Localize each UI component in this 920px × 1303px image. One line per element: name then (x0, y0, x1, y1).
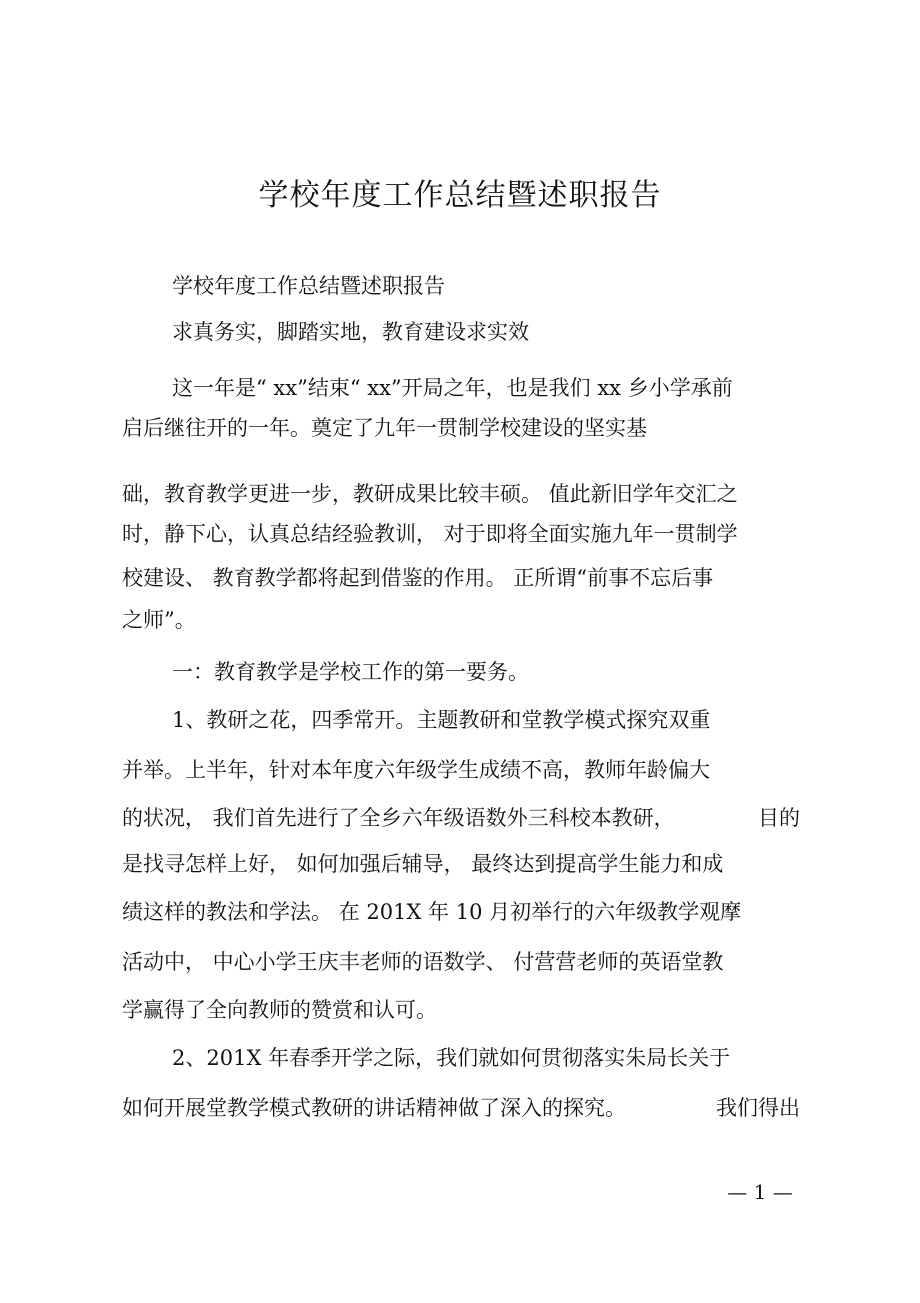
paragraph-2-line-3-end: 目的 (758, 806, 800, 830)
paragraph-1-line-1: 这一年是“ xx”结束“ xx”开局之年，也是我们 xx 乡小学承前 (172, 376, 733, 400)
section-1-heading: 一：教育教学是学校工作的第一要务。 (172, 660, 529, 684)
paragraph-1-line-5: 校建设、 教育教学都将起到借鉴的作用。 正所谓“前事不忘后事 (122, 566, 714, 590)
paragraph-2-line-3-main: 的状况， 我们首先进行了全乡六年级语数外三科校本教研， (122, 806, 675, 830)
paragraph-2-line-6: 活动中， 中心小学王庆丰老师的语数学、 付营营老师的英语堂教 (122, 950, 724, 974)
document-title: 学校年度工作总结暨述职报告 (258, 178, 662, 213)
paragraph-1-line-2: 启后继往开的一年。奠定了九年一贯制学校建设的坚实基 (122, 416, 647, 440)
document-subtitle: 学校年度工作总结暨述职报告 (172, 274, 445, 298)
paragraph-2-line-7: 学赢得了全向教师的赞赏和认可。 (122, 998, 437, 1022)
paragraph-3-line-2-main: 如何开展堂教学模式教研的讲话精神做了深入的探究。 (122, 1096, 626, 1120)
paragraph-1-line-3: 础，教育教学更进一步，教研成果比较丰硕。 值此新旧学年交汇之 (122, 482, 738, 506)
page-number: — 1 — (727, 1180, 793, 1204)
paragraph-3-line-2-end: 我们得出 (716, 1096, 800, 1120)
paragraph-2-line-1: 1、教研之花，四季常开。主题教研和堂教学模式探究双重 (172, 708, 711, 732)
paragraph-3-line-1: 2、201X 年春季开学之际，我们就如何贯彻落实朱局长关于 (172, 1046, 731, 1070)
paragraph-2-line-2: 并举。上半年，针对本年度六年级学生成绩不高，教师年龄偏大 (122, 758, 710, 782)
paragraph-1-line-4: 时，静下心，认真总结经验教训， 对于即将全面实施九年一贯制学 (122, 522, 738, 546)
paragraph-2-line-5: 绩这样的教法和学法。 在 201X 年 10 月初举行的六年级教学观摩 (122, 900, 742, 924)
document-motto: 求真务实，脚踏实地，教育建设求实效 (172, 320, 529, 344)
paragraph-3-line-2 (122, 1094, 800, 1122)
paragraph-2-line-3 (122, 804, 800, 832)
paragraph-1-line-6: 之师”。 (122, 608, 196, 632)
paragraph-2-line-4: 是找寻怎样上好， 如何加强后辅导， 最终达到提高学生能力和成 (122, 852, 724, 876)
